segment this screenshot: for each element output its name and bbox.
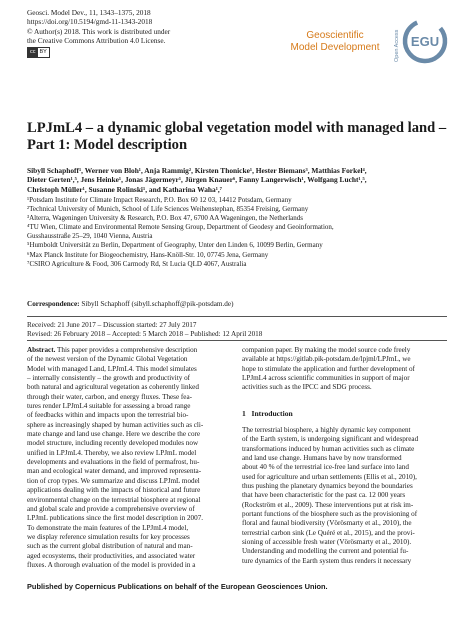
abstract-first-rest: This paper provides a comprehensive description [55, 346, 198, 354]
affiliation-6: ⁶Max Planck Institute for Biogeochemistry, Hans-Knöll-Str. 10, 07745 Jena, Germany [27, 250, 269, 259]
intro-line: thus pushing the planetary dynamics beyond the boundaries [242, 482, 413, 491]
journal-name-line-1: Geoscientific [306, 30, 364, 41]
affiliation-list [27, 196, 457, 269]
citation-journal: Geosci. Model Dev., 11, 1343–1375, 2018 [27, 8, 151, 17]
egu-logo-icon [402, 18, 448, 64]
abstract-line: model structure, including recently developed modules now [27, 439, 199, 448]
abstract-line: and global scale and provide a comprehensive overview of [27, 504, 195, 513]
abstract-line: Model with managed Land, LPJmL4. This model simulates [27, 364, 197, 373]
abstract-line-first [27, 346, 234, 355]
intro-line: sioning of accessible fresh water (Vörösmarty et al., 2010). [242, 538, 412, 547]
intro-line: ture dynamics of the Earth system thus renders it necessary [242, 556, 412, 565]
abstract-line: To demonstrate the main features of the LPJmL4 model, [27, 523, 189, 532]
abstract-line: LPJmL publications since the first model description in 2007. [27, 514, 204, 523]
paper-title [27, 120, 457, 154]
affiliation-4-cont: Gusshausstraße 25–29, 1040 Vienna, Austria [27, 232, 153, 241]
affiliation-4: ⁴TU Wien, Climate and Environmental Remote Sensing Group, Department of Geodesy and Geoinformation, [27, 223, 334, 232]
abstract-line: fluxes. A thorough evaluation of the model is provided in a [27, 560, 196, 569]
dates-line-1: Received: 21 June 2017 – Discussion started: 27 July 2017 [27, 321, 197, 329]
abstract-line: we display reference simulation results for key processes [27, 532, 190, 541]
abstract-line: unified in LPJmL4. Thereby, we also review LPJmL model [27, 448, 197, 457]
abstract-line: of the newest version of the Dynamic Global Vegetation [27, 355, 188, 364]
divider-top [27, 316, 447, 317]
abstract-cont-line: LPJmL4 across scientific communities in support of major [242, 374, 410, 383]
intro-line: used for agriculture and urban settlements (Ellis et al., 2010), [242, 472, 417, 481]
open-access-label: Open Access [394, 29, 400, 62]
affiliation-3: ³Alterra, Wageningen University & Research, P.O. Box 47, 6700 AA Wageningen, the Netherlands [27, 214, 303, 223]
citation-doi[interactable]: https://doi.org/10.5194/gmd-11-1343-2018 [27, 17, 153, 27]
intro-line: transformations induced by human activities such as climate [242, 444, 415, 453]
intro-line: floral and faunal biodiversity (Vörösmarty et al., 2010), the [242, 519, 412, 528]
divider-bottom [27, 340, 447, 341]
intro-line: portant functions of the biosphere such as the provisioning of [242, 510, 418, 519]
affiliation-7: ⁷CSIRO Agriculture & Food, 306 Carmody Rd, St Lucia QLD 4067, Australia [27, 259, 247, 268]
abstract-line: tures render LPJmL4 suitable for assessing a broad range [27, 402, 191, 411]
journal-name-line-2: Model Development [290, 42, 380, 53]
cc-badge-right: BY [39, 49, 47, 56]
author-list [27, 166, 457, 194]
dates-line-2: Revised: 26 February 2018 – Accepted: 5 March 2018 – Published: 12 April 2018 [27, 330, 263, 339]
abstract-line: through their water, carbon, and energy fluxes. These fea- [27, 392, 193, 401]
author-line-3: Christoph Müller¹, Susanne Rolinski¹, and Katharina Waha¹,⁷ [27, 184, 222, 194]
abstract-cont-line[interactable]: available at https://gitlab.pik-potsdam.de/lpjml/LPJmL, we [242, 355, 411, 364]
journal-name [280, 30, 390, 54]
intro-line: Understanding and modelling the current and potential fu- [242, 547, 409, 556]
correspondence [27, 300, 457, 308]
intro-line: and land use change. Humans have by now transformed [242, 454, 402, 463]
abstract-line: such as the current global distribution of natural and man- [27, 542, 193, 551]
egu-logo-text: EGU [410, 34, 440, 49]
introduction-text [242, 426, 450, 566]
abstract-label: Abstract. [27, 346, 56, 354]
correspondence-label: Correspondence: [27, 300, 80, 308]
intro-line: that have been characteristic for the past ca. 12 000 years [242, 491, 406, 500]
paper-title-line-1: LPJmL4 – a dynamic global vegetation model with managed land – [27, 120, 447, 136]
cc-by-icon[interactable] [27, 47, 50, 58]
abstract-cont-line: activities such as the IPCC and SDG process. [242, 383, 372, 392]
citation-license-1: © Author(s) 2018. This work is distributed under [27, 26, 171, 36]
intro-line: (Rockström et al., 2009). These interventions put at risk im- [242, 500, 414, 509]
abstract-line: mate change and land use change. Here we describe the core [27, 430, 201, 439]
abstract-line: environmental change on the terrestrial biosphere at regional [27, 495, 201, 504]
abstract-line: both natural and agricultural vegetation as coherently linked [27, 383, 199, 392]
abstract-line: applications dealing with the impacts of historical and future [27, 486, 201, 495]
author-line-1: Sibyll Schaphoff¹, Werner von Bloh¹, Anja Rammig², Kirsten Thonicke¹, Hester Biemans³, Matthias Forkel⁴, [27, 166, 367, 175]
abstract-line: sphere as increasingly shaped by human activities such as cli- [27, 420, 204, 429]
abstract-line: tion of crop types. We summarize and discuss LPJmL model [27, 476, 200, 485]
cc-badge-left: cc [30, 49, 36, 56]
correspondence-email[interactable]: Sibyll Schaphoff (sibyll.schaphoff@pik-potsdam.de) [79, 300, 234, 308]
section-heading-introduction [242, 409, 293, 418]
paper-title-line-2: Part 1: Model description [27, 137, 188, 153]
affiliation-1: ¹Potsdam Institute for Climate Impact Research, P.O. Box 60 12 03, 14412 Potsdam, Germany [27, 196, 292, 204]
intro-line: of the Earth system, is undergoing significant and widespread [242, 435, 419, 444]
abstract-line: aged ecosystems, their productivities, and associated water [27, 551, 196, 560]
abstract-cont-line: hope to stimulate the application and further development of [242, 364, 415, 373]
abstract-cont-line: companion paper. By making the model source code freely [242, 346, 411, 354]
citation-license-2: the Creative Commons Attribution 4.0 License. [27, 35, 166, 45]
abstract [27, 346, 234, 570]
abstract-line: of feedbacks within and impacts upon the terrestrial bio- [27, 411, 189, 420]
affiliation-2: ²Technical University of Munich, School of Life Sciences Weihenstephan, 85354 Freising, Germany [27, 205, 309, 214]
intro-line: terrestrial carbon sink (Le Quéré et al., 2015), and the provi- [242, 528, 415, 537]
abstract-line: man and ecological water demand, and improved representa- [27, 467, 202, 476]
intro-line: The terrestrial biosphere, a highly dynamic key component [242, 426, 411, 434]
section-number: 1 [242, 409, 246, 418]
author-line-2: Dieter Gerten¹,⁵, Jens Heinke¹, Jonas Jägermeyr¹, Jürgen Knauer⁶, Fanny Langerwisch¹, Wolfgang Lucht¹,⁵, [27, 175, 367, 185]
affiliation-5: ⁵Humboldt Universität zu Berlin, Department of Geography, Unter den Linden 6, 10099 Berlin, Germany [27, 241, 323, 250]
intro-line: about 40 % of the terrestrial ice-free land surface into land [242, 463, 409, 472]
citation-block [27, 8, 277, 58]
publisher-footer: Published by Copernicus Publications on behalf of the European Geosciences Union. [27, 582, 328, 591]
publication-dates [27, 321, 457, 340]
abstract-continued [242, 346, 450, 393]
abstract-line: developments and evaluations in the field of permafrost, hu- [27, 458, 200, 467]
abstract-line: – internally consistently – the growth and productivity of [27, 374, 191, 383]
section-title: Introduction [251, 409, 293, 418]
